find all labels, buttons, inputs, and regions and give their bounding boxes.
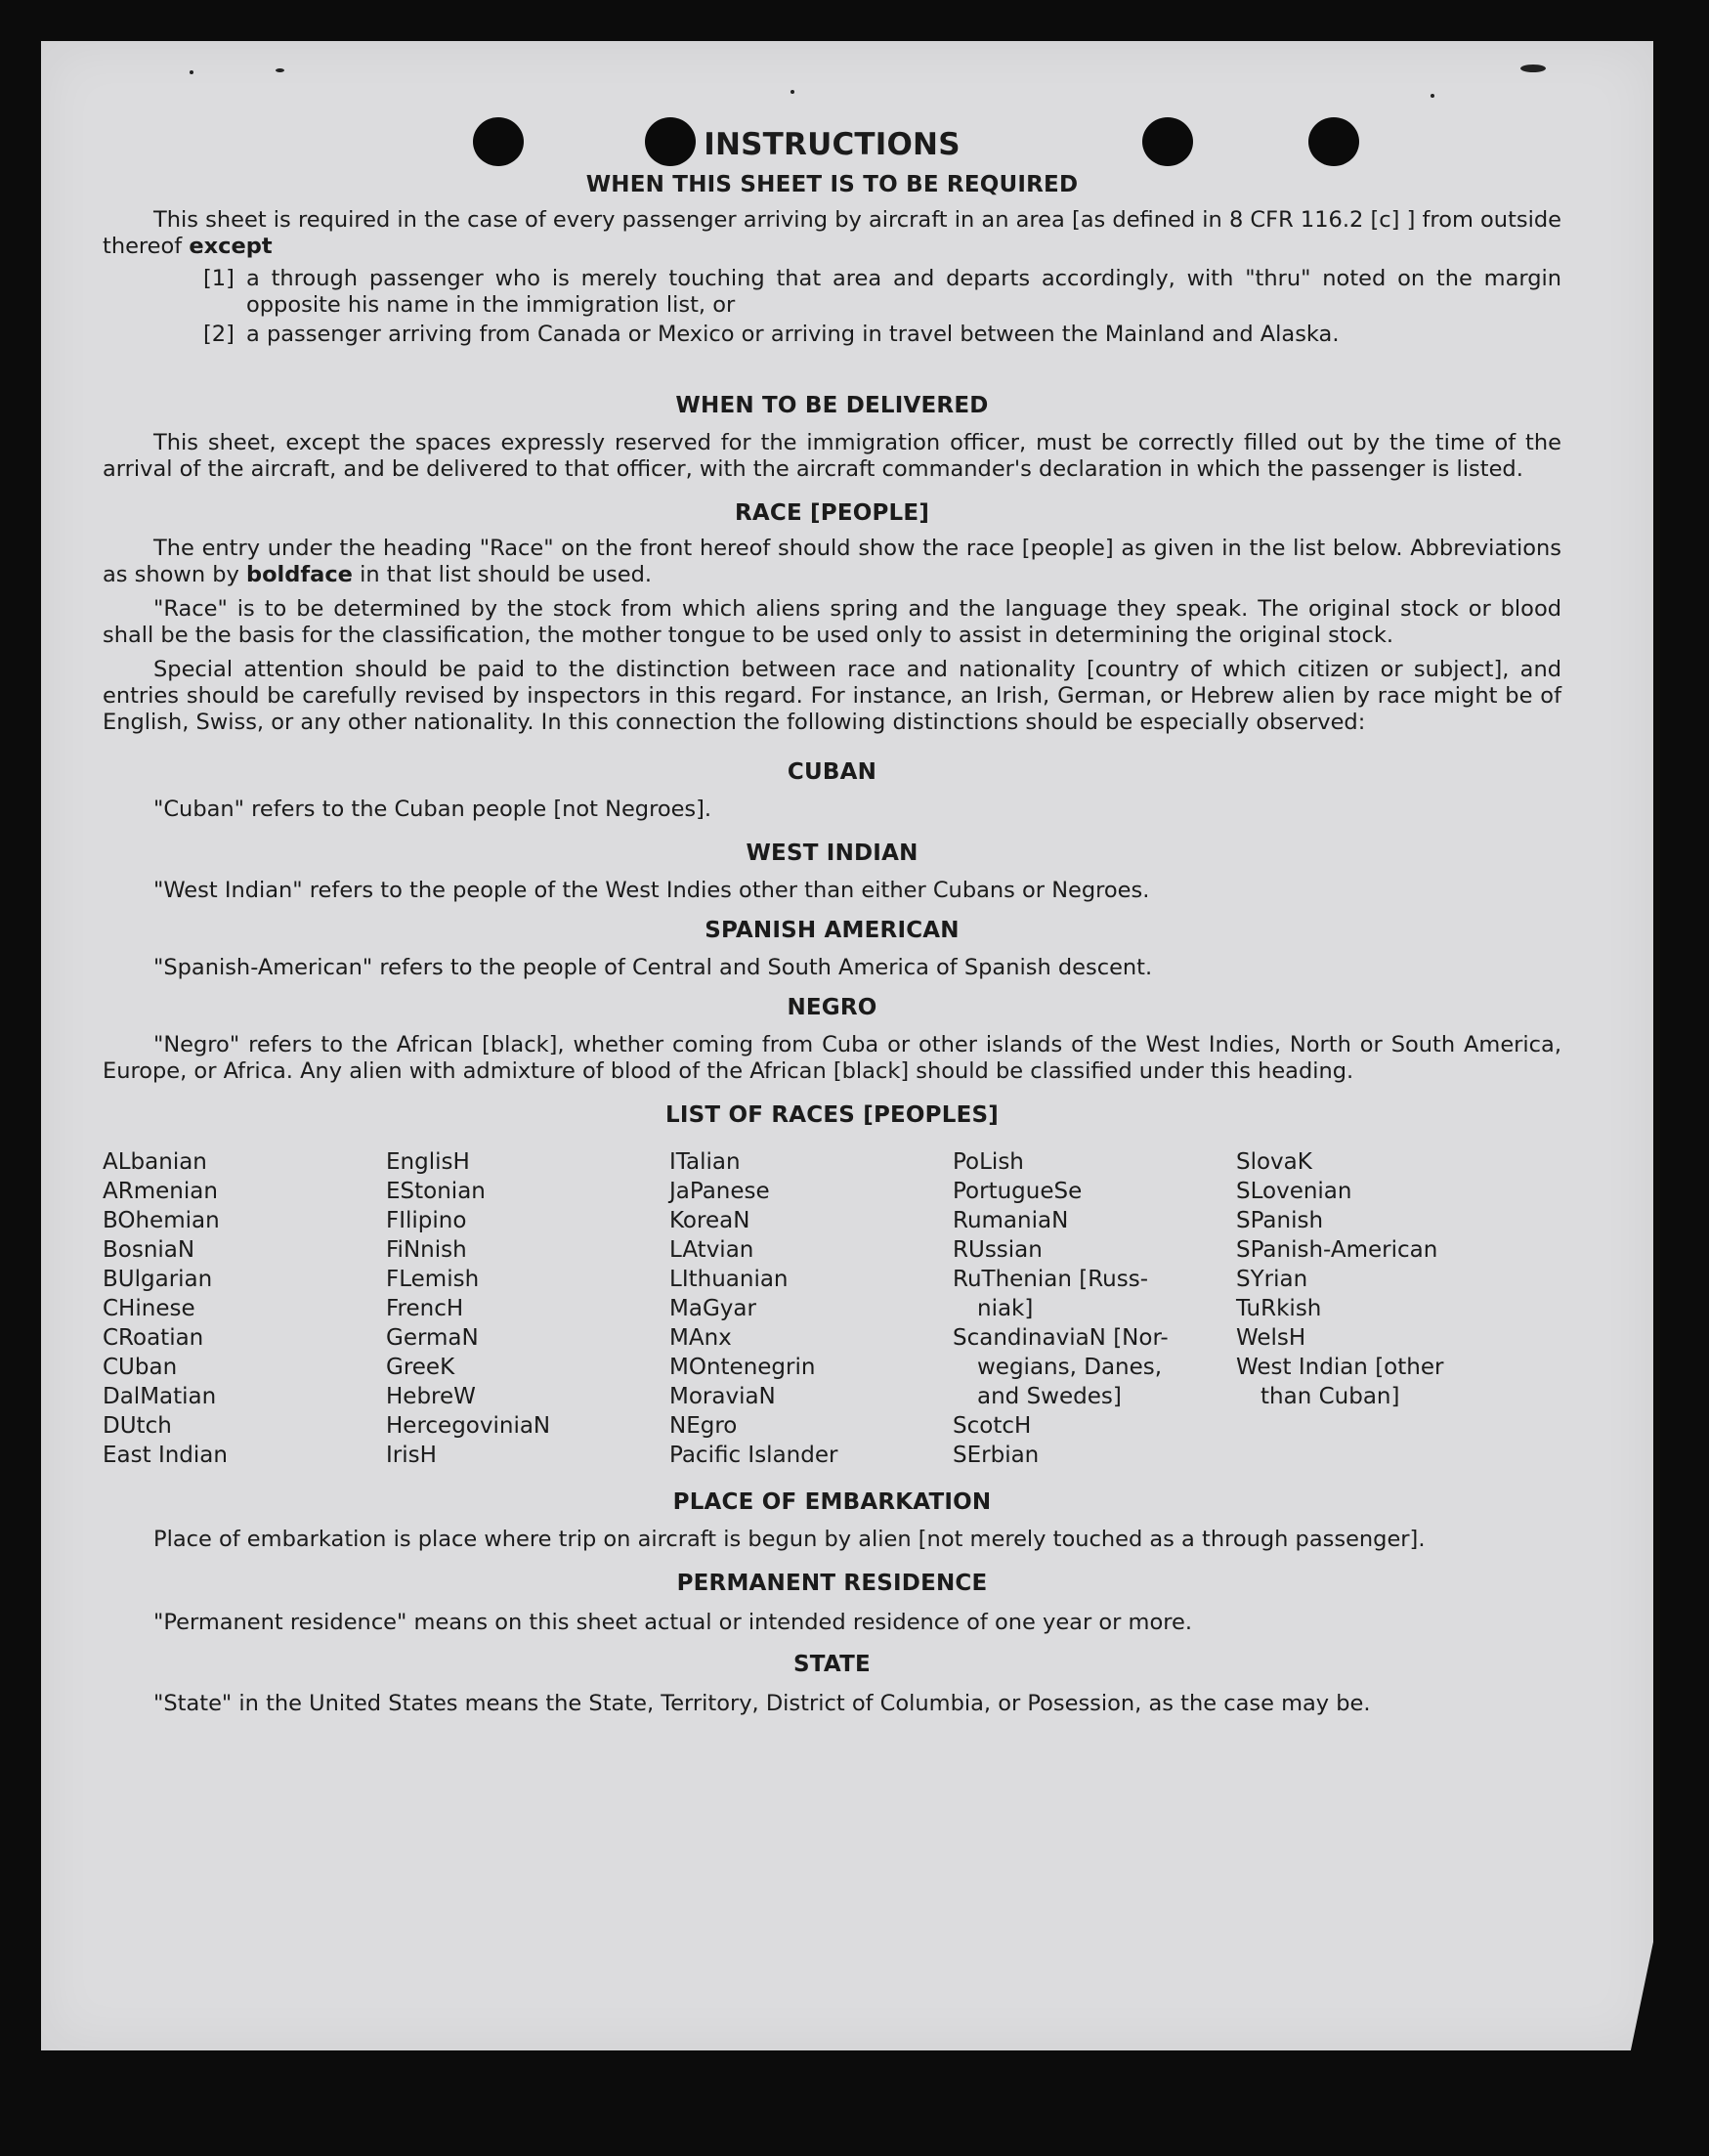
race-entry: FLemish	[386, 1267, 480, 1292]
race-entry: LAtvian	[669, 1237, 754, 1263]
race-p1-text: The entry under the heading "Race" on the front hereof should show the race [people] as given in the list below. Abbreviations as shown by	[103, 536, 1561, 587]
race-entry: RumaniaN	[953, 1208, 1069, 1233]
race-entry: Pacific Islander	[669, 1443, 838, 1468]
paper-speck	[1520, 65, 1546, 72]
race-entry: EnglisH	[386, 1149, 470, 1175]
section-title-race: RACE [PEOPLE]	[734, 500, 930, 526]
race-entry: CHinese	[103, 1296, 195, 1321]
paper-speck	[1431, 94, 1434, 98]
race-entry: MaGyar	[669, 1296, 756, 1321]
list-item-text: a through passenger who is merely touching that area and departs accordingly, with "thru" noted on the margin opposite his name in the immigration list, or	[246, 266, 1561, 318]
section-title-embarkation: PLACE OF EMBARKATION	[672, 1489, 992, 1515]
race-p1-boldface: boldface	[245, 562, 353, 587]
section-title-cuban: CUBAN	[787, 759, 877, 785]
race-entry: SPanish	[1236, 1208, 1324, 1233]
race-entry: MOntenegrin	[669, 1355, 816, 1380]
race-entry: ScandinaviaN [Nor-	[953, 1325, 1169, 1351]
race-entry: West Indian [other	[1236, 1355, 1444, 1380]
embarkation-text: Place of embarkation is place where trip on aircraft is begun by alien [not merely touched as a through passenger].	[153, 1527, 1426, 1552]
races-column	[1236, 1147, 1529, 1470]
race-entry: ITalian	[669, 1149, 741, 1175]
instructions-content	[103, 127, 1561, 1717]
section-title-delivered: WHEN TO BE DELIVERED	[675, 393, 989, 418]
race-entry: ALbanian	[103, 1149, 207, 1175]
section-title-races-list: LIST OF RACES [PEOPLES]	[665, 1102, 999, 1128]
race-entry: DalMatian	[103, 1384, 217, 1409]
race-entry: HercegoviniaN	[386, 1413, 551, 1439]
race-entry: East Indian	[103, 1443, 228, 1468]
race-entry: RUssian	[953, 1237, 1043, 1263]
race-entry: BUlgarian	[103, 1267, 213, 1292]
race-entry: TuRkish	[1236, 1296, 1322, 1321]
race-entry: DUtch	[103, 1413, 172, 1439]
race-entry: FrencH	[386, 1296, 464, 1321]
race-paragraph-1	[103, 536, 1561, 588]
section-title-negro: NEGRO	[787, 995, 877, 1020]
race-entry: PortugueSe	[953, 1179, 1083, 1204]
race-entry: SLovenian	[1236, 1179, 1352, 1204]
race-entry-continuation: wegians, Danes,	[977, 1355, 1163, 1380]
list-item-text: a passenger arriving from Canada or Mexico or arriving in travel between the Mainland and Alaska.	[246, 322, 1340, 347]
section-title-residence: PERMANENT RESIDENCE	[676, 1571, 988, 1596]
race-entry: BOhemian	[103, 1208, 220, 1233]
list-item-number: [2]	[203, 322, 235, 347]
race-entry: PoLish	[953, 1149, 1024, 1175]
race-entry-continuation: niak]	[977, 1296, 1034, 1321]
race-entry: FIlipino	[386, 1208, 467, 1233]
race-entry: SYrian	[1236, 1267, 1308, 1292]
negro-text: "Negro" refers to the African [black], whether coming from Cuba or other islands of the West Indies, North or South America, Europe, or Africa. Any alien with admixture of blood of the African [black] should be classified under this heading.	[103, 1032, 1561, 1084]
list-item-number: [1]	[203, 266, 235, 291]
race-entry: LIthuanian	[669, 1267, 789, 1292]
races-column	[669, 1147, 953, 1470]
race-entry: CRoatian	[103, 1325, 204, 1351]
paper-speck	[790, 90, 794, 94]
races-column	[103, 1147, 386, 1470]
race-entry: MAnx	[669, 1325, 732, 1351]
races-column	[386, 1147, 669, 1470]
race-p1-tail: in that list should be used.	[360, 562, 653, 587]
race-paragraph-2: "Race" is to be determined by the stock from which aliens spring and the language they speak. The original stock or blood shall be the basis for the classification, the mother tongue to be used only to assist in determining the original stock.	[103, 596, 1561, 648]
page-title: INSTRUCTIONS	[704, 127, 961, 162]
races-column	[953, 1147, 1236, 1470]
race-entry: NEgro	[669, 1413, 738, 1439]
residence-text: "Permanent residence" means on this sheet actual or intended residence of one year or more.	[153, 1610, 1192, 1635]
race-entry: ARmenian	[103, 1179, 218, 1204]
race-entry: WelsH	[1236, 1325, 1306, 1351]
cuban-text: "Cuban" refers to the Cuban people [not Negroes].	[153, 797, 712, 822]
state-text: "State" in the United States means the State, Territory, District of Columbia, or Posession, as the case may be.	[153, 1691, 1371, 1716]
race-entry: ScotcH	[953, 1413, 1032, 1439]
section-title-required: WHEN THIS SHEET IS TO BE REQUIRED	[585, 172, 1079, 197]
race-entry: SlovaK	[1236, 1149, 1312, 1175]
section-title-spanish-american: SPANISH AMERICAN	[705, 918, 960, 943]
race-entry: KoreaN	[669, 1208, 750, 1233]
race-entry: SPanish-American	[1236, 1237, 1438, 1263]
race-entry: MoraviaN	[669, 1384, 776, 1409]
delivered-text: This sheet, except the spaces expressly reserved for the immigration officer, must be correctly filled out by the time of the arrival of the aircraft, and be delivered to that officer, with the aircraft commander's declaration in which the passenger is listed.	[103, 430, 1561, 482]
race-entry: FiNnish	[386, 1237, 467, 1263]
list-item	[203, 266, 1561, 319]
section-title-state: STATE	[793, 1652, 871, 1677]
race-entry: RuThenian [Russ-	[953, 1267, 1149, 1292]
west-indian-text: "West Indian" refers to the people of the West Indies other than either Cubans or Negroes.	[153, 878, 1150, 903]
race-entry: SErbian	[953, 1443, 1040, 1468]
required-intro	[103, 207, 1561, 260]
spanish-american-text: "Spanish-American" refers to the people of Central and South America of Spanish descent.	[153, 955, 1153, 980]
race-entry: CUban	[103, 1355, 178, 1380]
race-entry: EStonian	[386, 1179, 486, 1204]
race-entry: HebreW	[386, 1384, 476, 1409]
list-item	[203, 322, 1561, 348]
required-intro-text: This sheet is required in the case of every passenger arriving by aircraft in an area [as defined in 8 CFR 116.2 [c] ] from outside thereof	[103, 207, 1561, 259]
race-entry: JaPanese	[669, 1179, 770, 1204]
race-entry-continuation: than Cuban]	[1260, 1384, 1400, 1409]
race-entry: GermaN	[386, 1325, 479, 1351]
race-entry: GreeK	[386, 1355, 455, 1380]
race-entry: IrisH	[386, 1443, 437, 1468]
race-entry-continuation: and Swedes]	[977, 1384, 1122, 1409]
race-entry: BosniaN	[103, 1237, 195, 1263]
paper-speck	[276, 68, 284, 72]
section-title-west-indian: WEST INDIAN	[746, 841, 919, 866]
races-list	[103, 1147, 1561, 1470]
required-except: except	[189, 234, 273, 259]
paper-speck	[190, 70, 193, 74]
race-paragraph-3: Special attention should be paid to the distinction between race and nationality [country of which citizen or subject], and entries should be carefully revised by inspectors in this regard. For instance, an Irish, German, or Hebrew alien by race might be of English, Swiss, or any other nationality. In this connection the following distinctions should be especially observed:	[103, 657, 1561, 735]
